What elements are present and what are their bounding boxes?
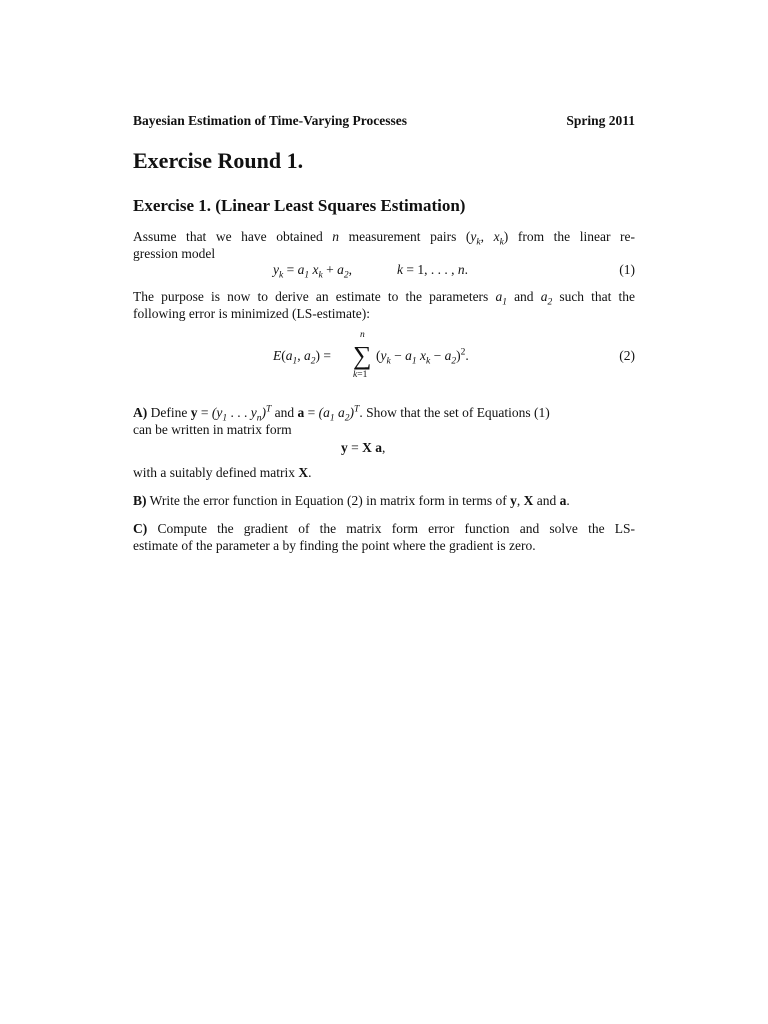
equation-2: $E(a_1$, $a_2$) = n ∑ k=1 ($y_k - a_1$ $x_k - a_2)^2$. (2)	[273, 330, 635, 380]
exercise-title: Exercise 1. (Linear Least Squares Estimation)	[133, 196, 466, 215]
part-a-closing: with a suitably defined matrix X.	[133, 465, 312, 480]
intro-paragraph	[133, 228, 635, 262]
part-a-line-2: can be written in matrix form	[133, 422, 292, 437]
purpose-line-1: The purpose is now to derive an estimate to the parameters $a_1$ and $a_2$ such that the	[133, 289, 636, 308]
equation-1: $y_k = a_1$ $x_k + a_2$, k = 1, . . . , n. (1)	[273, 262, 635, 281]
equation-matrix: y = X a,	[341, 440, 386, 455]
part-a-line-1: A) Define $y = (y_1$ . . . $y_n)^T$ and $a = (a_1$ $a_2)^T$. Show that the set of Equations (1)	[133, 404, 550, 424]
page-title: Exercise Round 1.	[133, 148, 304, 173]
part-c-paragraph: C) Compute the gradient of the matrix form error function and solve the LS- estimate of the parameter a by finding the point where the gradient is zero.	[133, 521, 636, 553]
equation-2-label: (2)	[619, 348, 635, 363]
part-b-paragraph: B) Write the error function in Equation (2) in matrix form in terms of y, X and a.	[133, 493, 570, 508]
running-header	[133, 113, 635, 129]
intro-line-1: Assume that we have obtained n measurement pairs ($y_k$, $x_k$) from the linear re-	[133, 229, 635, 248]
summation-sign: n ∑ k=1	[353, 330, 372, 380]
term-label: Spring 2011	[566, 113, 635, 128]
purpose-paragraph	[133, 288, 635, 322]
purpose-line-2: following error is minimized (LS-estimate):	[133, 306, 370, 321]
course-title: Bayesian Estimation of Time-Varying Processes	[133, 113, 408, 128]
part-a-paragraph	[133, 404, 635, 438]
intro-line-2: gression model	[133, 246, 216, 261]
equation-1-label: (1)	[619, 262, 635, 277]
